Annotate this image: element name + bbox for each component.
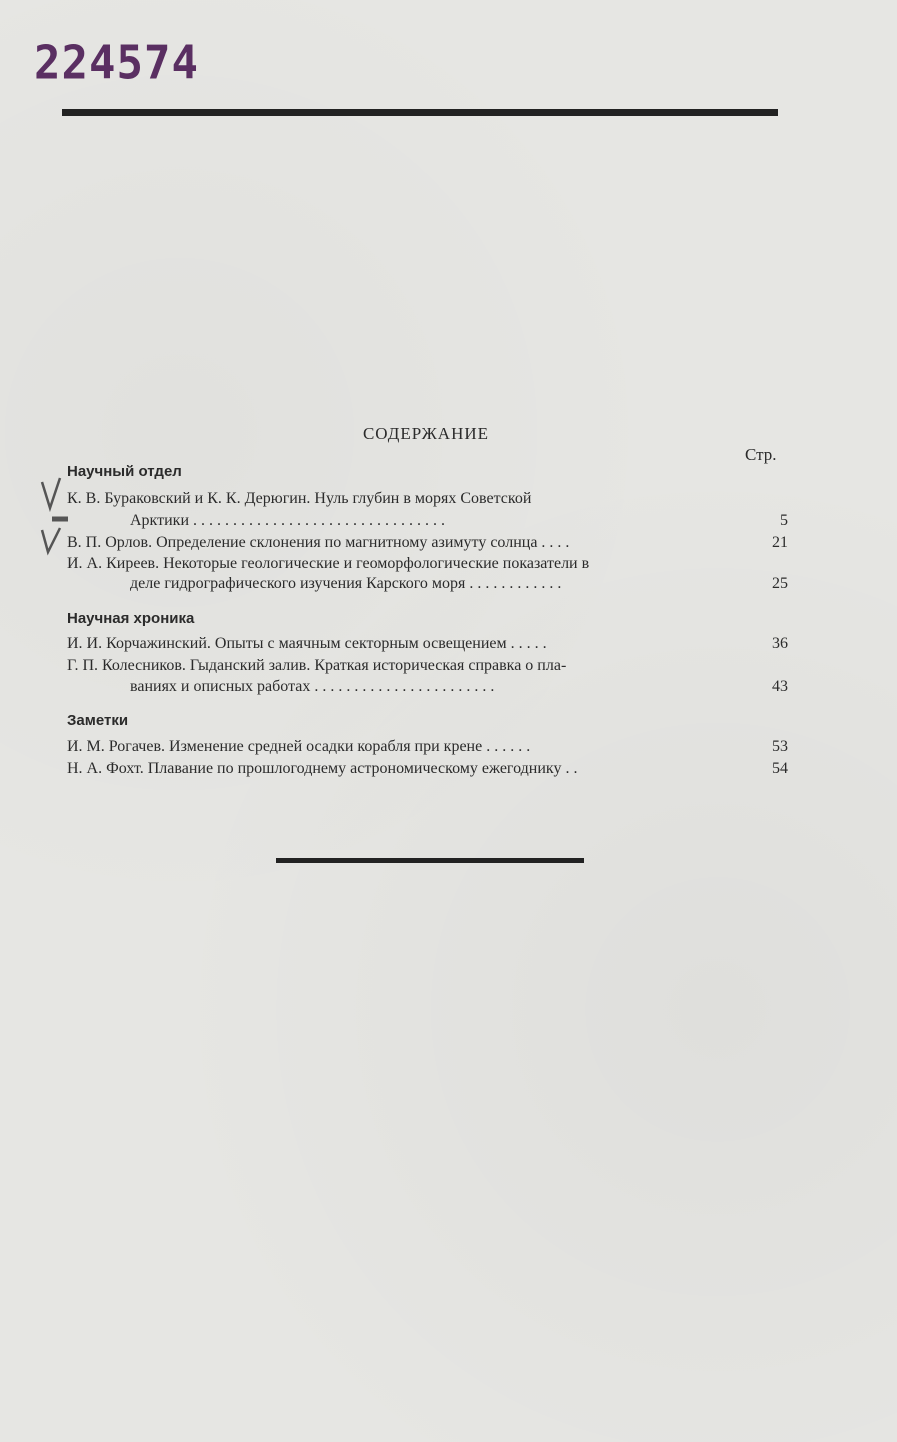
toc-page-number: 25 bbox=[772, 575, 788, 592]
contents-heading: СОДЕРЖАНИЕ bbox=[362, 424, 490, 443]
toc-page-number: 43 bbox=[772, 678, 788, 695]
toc-entry-line: Г. П. Колесников. Гыданский залив. Краткая историческая справка о пла- bbox=[67, 657, 567, 674]
toc-entry-line: Арктики . . . . . . . . . . . . . . . . . . . . . . . . . . . . . . . . bbox=[130, 512, 446, 529]
toc-page-number: 53 bbox=[772, 738, 788, 755]
section-title: Научный отдел bbox=[67, 463, 182, 480]
bottom-rule bbox=[276, 858, 584, 863]
toc-entry-line: В. П. Орлов. Определение склонения по магнитному азимуту солнца . . . . bbox=[67, 534, 570, 551]
toc-page-number: 5 bbox=[780, 512, 788, 529]
toc-entry-line: ваниях и описных работах . . . . . . . . . . . . . . . . . . . . . . . bbox=[130, 678, 495, 695]
toc-page-number: 36 bbox=[772, 635, 788, 652]
toc-entry-line: И. А. Киреев. Некоторые геологические и геоморфологические показатели в bbox=[67, 555, 590, 572]
section-title: Научная хроника bbox=[67, 610, 195, 627]
toc-entry-line: И. М. Рогачев. Изменение средней осадки корабля при крене . . . . . . bbox=[67, 738, 531, 755]
inventory-stamp: 224574 bbox=[34, 36, 199, 91]
page-column-label: Стр. bbox=[745, 445, 777, 464]
toc-page-number: 21 bbox=[772, 534, 788, 551]
pencil-checkmark-icon bbox=[38, 470, 68, 560]
toc-entry-line: К. В. Бураковский и К. К. Дерюгин. Нуль глубин в морях Советской bbox=[67, 490, 532, 507]
toc-page-number: 54 bbox=[772, 760, 788, 777]
toc-entry-line: деле гидрографического изучения Карского моря . . . . . . . . . . . . bbox=[130, 575, 562, 592]
toc-entry-line: И. И. Корчажинский. Опыты с маячным секторным освещением . . . . . bbox=[67, 635, 547, 652]
top-rule bbox=[62, 109, 778, 116]
toc-entry-line: Н. А. Фохт. Плавание по прошлогоднему астрономическому ежегоднику . . bbox=[67, 760, 578, 777]
section-title: Заметки bbox=[67, 712, 129, 729]
